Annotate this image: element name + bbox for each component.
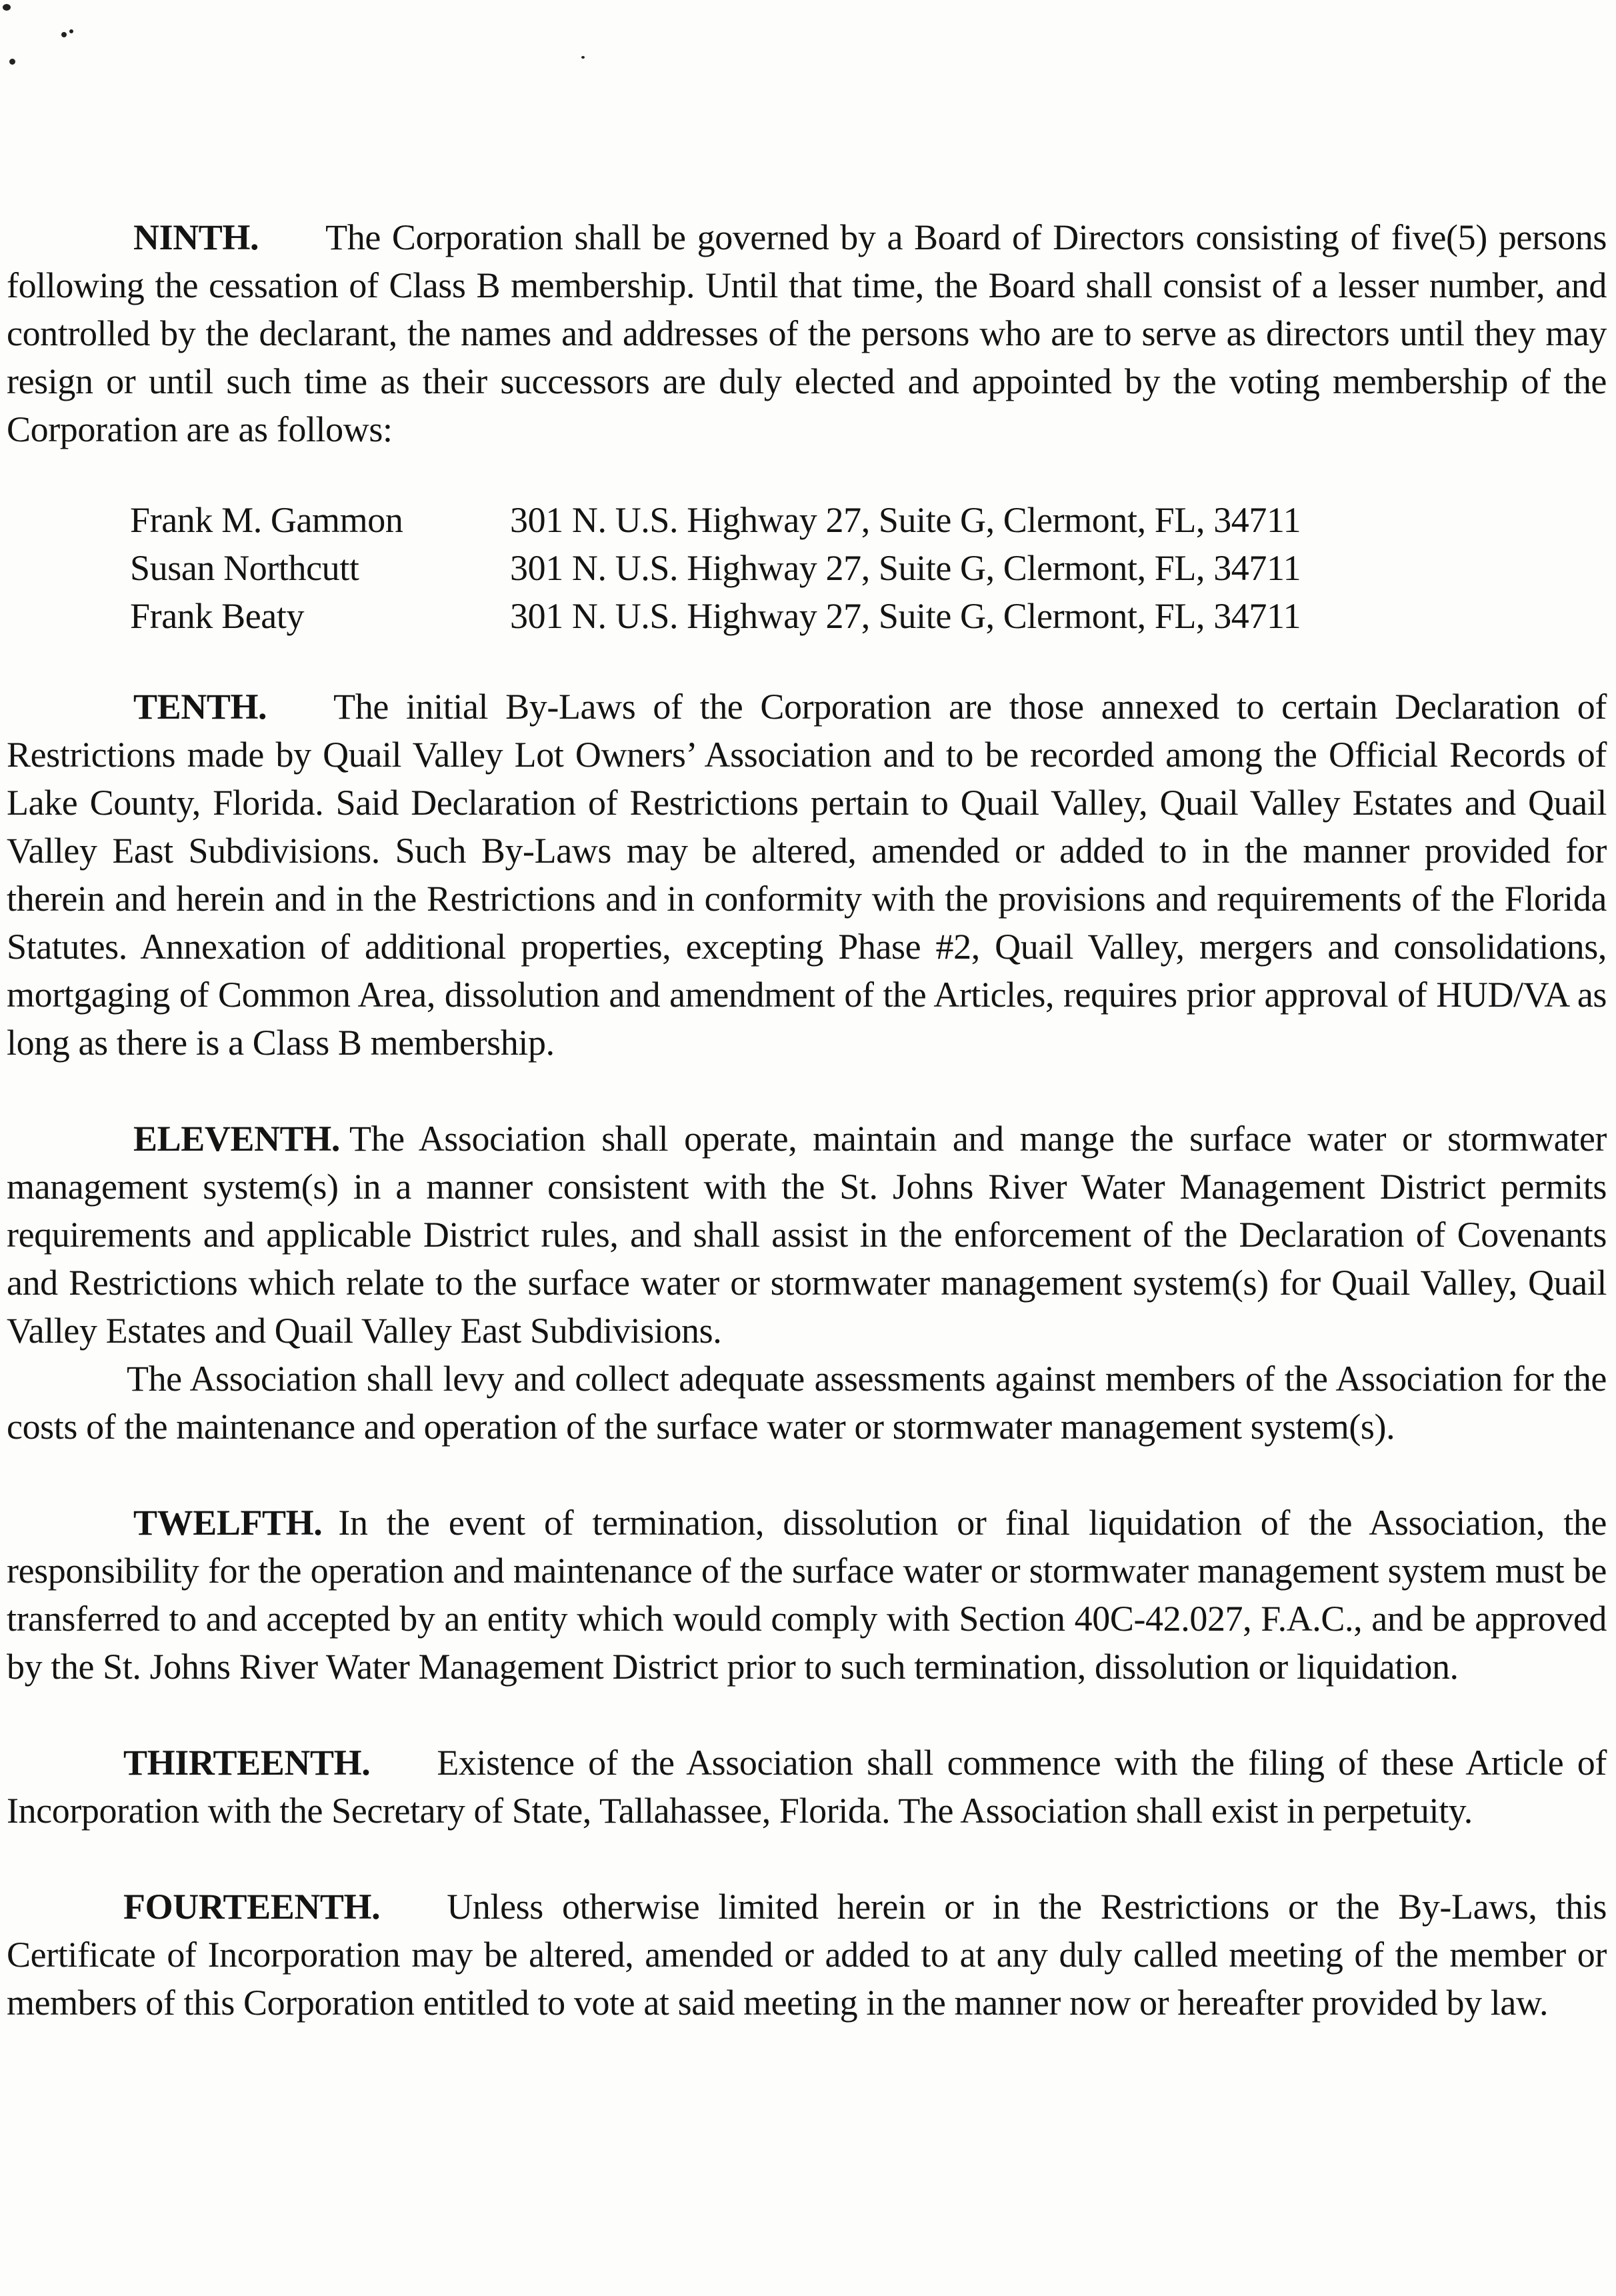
directors-list	[130, 496, 1301, 640]
director-name: Susan Northcutt	[130, 548, 359, 588]
scan-speck	[3, 4, 11, 11]
article-heading: ELEVENTH.	[133, 1119, 340, 1159]
article-text: In the event of termination, dissolution or final liquidation of the Association, the responsibility for the operation and maintenance of the surface water or stormwater management system must be transferred to and accepted by an entity which would comply with Section 40C-42.027, F.A.C., and be approved by the St. Johns River Water Management District prior to such termination, dissolution or liquidation.	[7, 1503, 1607, 1687]
article-ninth	[7, 213, 1607, 453]
scan-speck	[581, 56, 585, 59]
article-heading: FOURTEENTH.	[123, 1887, 381, 1927]
article-text: Existence of the Association shall commence with the filing of these Article of Incorporation with the Secretary of State, Tallahassee, Florida. The Association shall exist in perpetuity.	[7, 1743, 1607, 1831]
director-address: 301 N. U.S. Highway 27, Suite G, Clermont, FL, 34711	[510, 596, 1301, 636]
article-eleventh-paragraph-2	[7, 1355, 1607, 1451]
article-text: The Corporation shall be governed by a Board of Directors consisting of five(5) persons following the cessation of Class B membership. Until that time, the Board shall consist of a lesser number, and controlled by the declarant, the names and addresses of the persons who are to serve as directors until they may resign or until such time as their successors are duly elected and appointed by the voting membership of the Corporation are as follows:	[7, 217, 1607, 449]
article-tenth	[7, 683, 1607, 1067]
scan-speck	[9, 59, 15, 65]
scan-speck	[61, 32, 67, 37]
article-twelfth	[7, 1499, 1607, 1691]
scan-speck	[69, 29, 73, 33]
article-fourteenth	[7, 1883, 1607, 2027]
director-row	[130, 592, 1301, 640]
article-text: Unless otherwise limited herein or in the Restrictions or the By-Laws, this Certificate of Incorporation may be altered, amended or added to at any duly called meeting of the member or members of this Corporation entitled to vote at said meeting in the manner now or hereafter provided by law.	[7, 1887, 1607, 2023]
document-body	[7, 213, 1607, 2027]
article-text: The initial By-Laws of the Corporation are those annexed to certain Declaration of Restrictions made by Quail Valley Lot Owners’ Association and to be recorded among the Official Records of Lake County, Florida. Said Declaration of Restrictions pertain to Quail Valley, Quail Valley Estates and Quail Valley East Subdivisions. Such By-Laws may be altered, amended or added to in the manner provided for therein and herein and in the Restrictions and in conformity with the provisions and requirements of the Florida Statutes. Annexation of additional properties, excepting Phase #2, Quail Valley, mergers and consolidations, mortgaging of Common Area, dissolution and amendment of the Articles, requires prior approval of HUD/VA as long as there is a Class B membership.	[7, 687, 1607, 1063]
article-heading: TWELFTH.	[133, 1503, 323, 1543]
director-row	[130, 544, 1301, 592]
article-heading: TENTH.	[133, 687, 267, 727]
article-heading: THIRTEENTH.	[123, 1743, 371, 1783]
director-address: 301 N. U.S. Highway 27, Suite G, Clermont, FL, 34711	[510, 548, 1301, 588]
director-row	[130, 496, 1301, 544]
director-name: Frank Beaty	[130, 596, 305, 636]
article-eleventh	[7, 1115, 1607, 1355]
article-thirteenth	[7, 1739, 1607, 1835]
article-heading: NINTH.	[133, 217, 259, 257]
director-name: Frank M. Gammon	[130, 500, 403, 540]
article-text: The Association shall operate, maintain and mange the surface water or stormwater management system(s) in a manner consistent with the St. Johns River Water Management District permits requirements and applicable District rules, and shall assist in the enforcement of the Declaration of Covenants and Restrictions which relate to the surface water or stormwater management system(s) for Quail Valley, Quail Valley Estates and Quail Valley East Subdivisions.	[7, 1119, 1607, 1351]
article-text: The Association shall levy and collect adequate assessments against members of the Association for the costs of the maintenance and operation of the surface water or stormwater management system(s).	[7, 1359, 1607, 1447]
director-address: 301 N. U.S. Highway 27, Suite G, Clermont, FL, 34711	[510, 500, 1301, 540]
